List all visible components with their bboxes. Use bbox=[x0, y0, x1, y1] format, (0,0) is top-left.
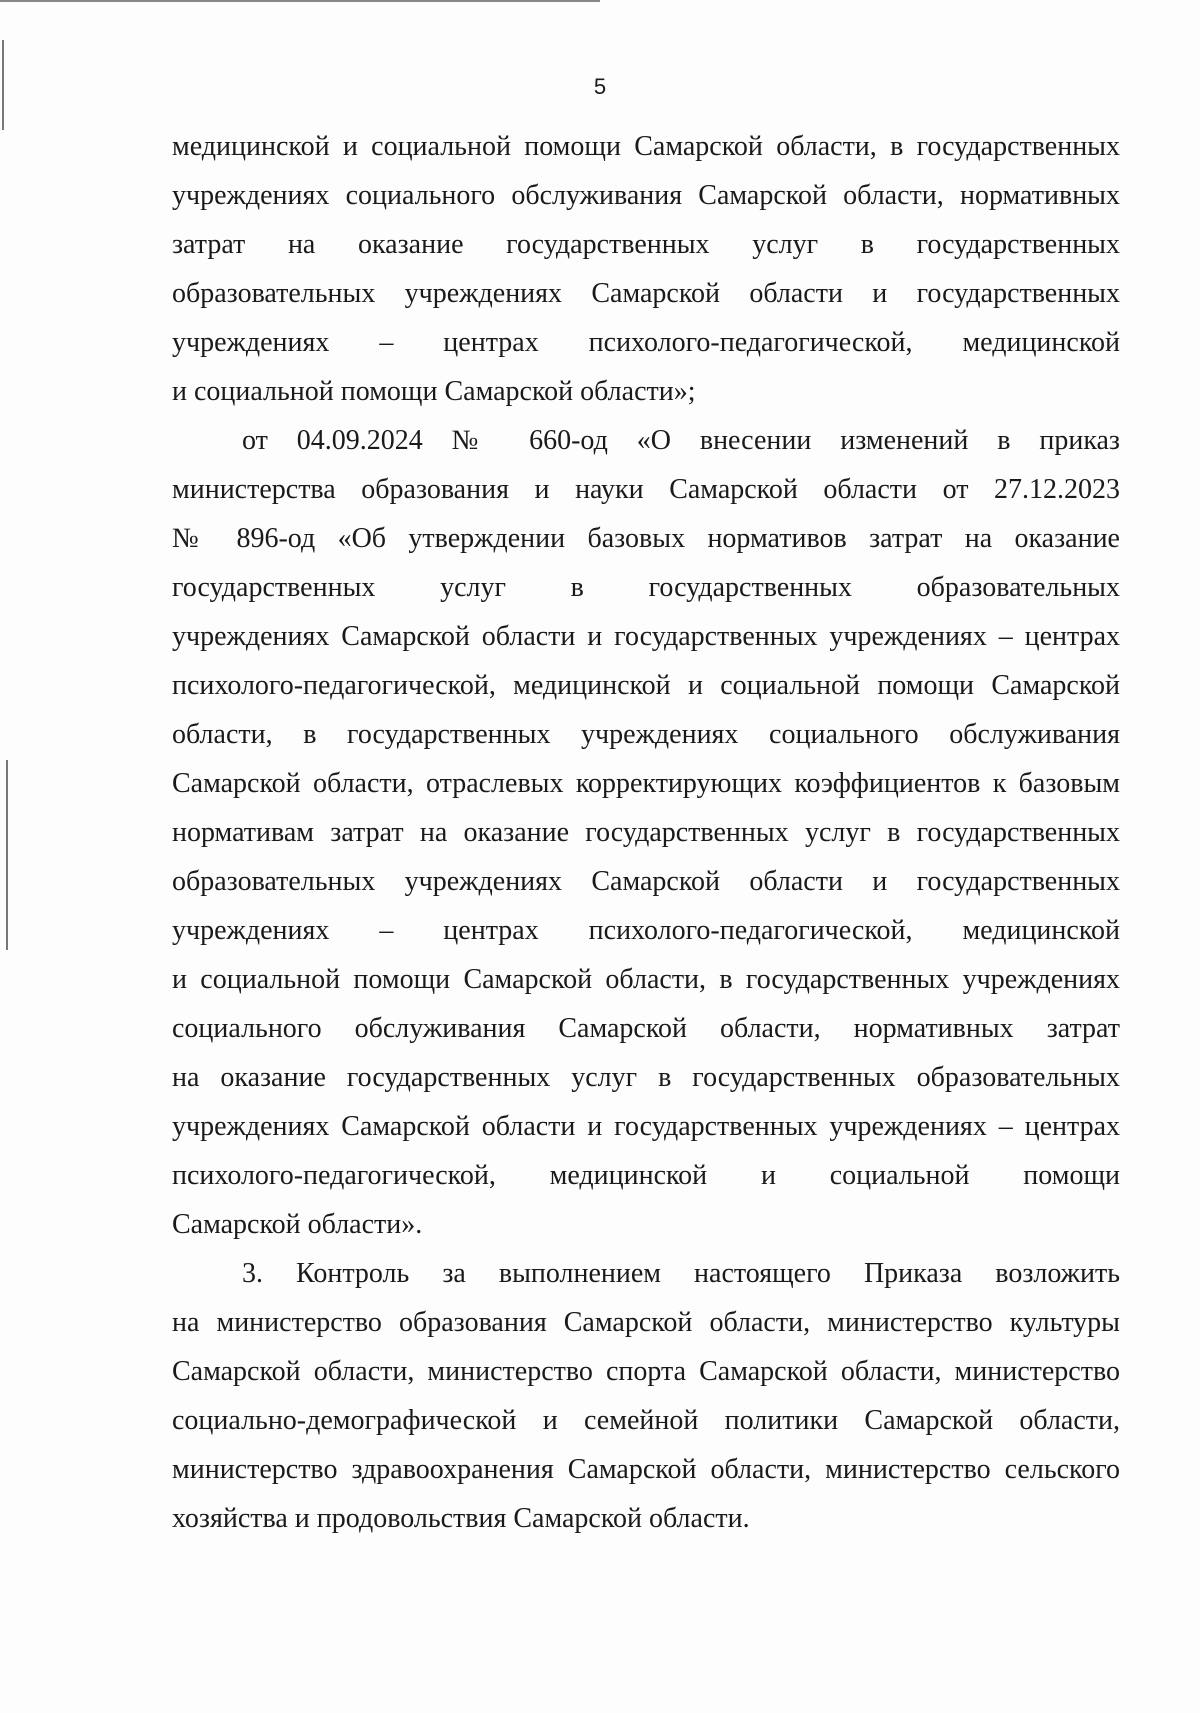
scan-artifact-top-rule bbox=[0, 0, 600, 2]
scan-artifact-left-mark bbox=[6, 760, 8, 950]
text-line: Самарской области, министерство спорта Самарской области, министерство bbox=[172, 1356, 1120, 1387]
text-line: хозяйства и продовольствия Самарской области. bbox=[172, 1503, 750, 1534]
text-line: медицинской и социальной помощи Самарской области, в государственных bbox=[172, 131, 1120, 162]
text-line: учреждениях Самарской области и государственных учреждениях – центрах bbox=[172, 1111, 1120, 1142]
text-line: № 896-од «Об утверждении базовых нормативов затрат на оказание bbox=[172, 523, 1120, 554]
page-number: 5 bbox=[593, 74, 607, 99]
text-line: образовательных учреждениях Самарской области и государственных bbox=[172, 866, 1120, 897]
text-line: и социальной помощи Самарской области»; bbox=[172, 376, 696, 407]
text-line: Самарской области». bbox=[172, 1209, 423, 1240]
text-line: 3. Контроль за выполнением настоящего Приказа возложить bbox=[242, 1258, 1120, 1289]
text-line: учреждениях социального обслуживания Самарской области, нормативных bbox=[172, 180, 1120, 211]
text-line: образовательных учреждениях Самарской области и государственных bbox=[172, 278, 1120, 309]
document-body bbox=[172, 122, 1120, 1543]
text-line: на министерство образования Самарской области, министерство культуры bbox=[172, 1307, 1120, 1338]
text-line: от 04.09.2024 № 660-од «О внесении изменений в приказ bbox=[242, 425, 1120, 456]
text-line: Самарской области, отраслевых корректирующих коэффициентов к базовым bbox=[172, 768, 1120, 799]
text-line: учреждениях – центрах психолого-педагогической, медицинской bbox=[172, 915, 1120, 946]
text-line: министерства образования и науки Самарской области от 27.12.2023 bbox=[172, 474, 1120, 505]
text-line: и социальной помощи Самарской области, в государственных учреждениях bbox=[172, 964, 1120, 995]
text-line: психолого-педагогической, медицинской и социальной помощи Самарской bbox=[172, 670, 1120, 701]
text-line: социально-демографической и семейной политики Самарской области, bbox=[172, 1405, 1120, 1436]
text-line: государственных услуг в государственных образовательных bbox=[172, 572, 1120, 603]
text-line: области, в государственных учреждениях социального обслуживания bbox=[172, 719, 1120, 750]
text-line: социального обслуживания Самарской области, нормативных затрат bbox=[172, 1013, 1120, 1044]
text-line: психолого-педагогической, медицинской и социальной помощи bbox=[172, 1160, 1120, 1191]
text-line: нормативам затрат на оказание государственных услуг в государственных bbox=[172, 817, 1120, 848]
text-line: затрат на оказание государственных услуг в государственных bbox=[172, 229, 1120, 260]
text-line: на оказание государственных услуг в государственных образовательных bbox=[172, 1062, 1120, 1093]
text-line: министерство здравоохранения Самарской области, министерство сельского bbox=[172, 1454, 1120, 1485]
text-line: учреждениях Самарской области и государственных учреждениях – центрах bbox=[172, 621, 1120, 652]
text-line: учреждениях – центрах психолого-педагогической, медицинской bbox=[172, 327, 1120, 358]
